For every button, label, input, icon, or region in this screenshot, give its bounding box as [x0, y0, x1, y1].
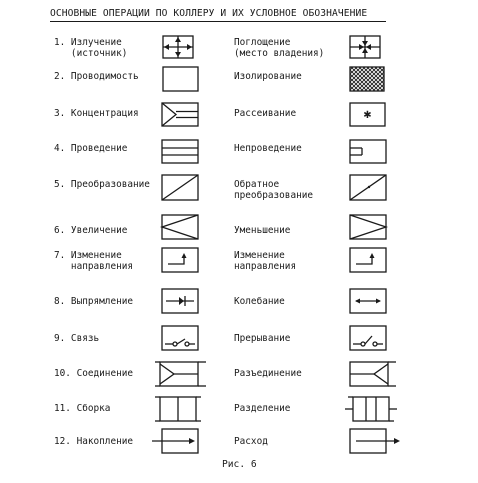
label-transformation: 5. Преобразование [54, 179, 150, 190]
label-accumulation: 12. Накопление [54, 436, 134, 447]
symbol-joining [155, 362, 206, 386]
symbol-increase [162, 215, 198, 239]
label-decrease: Уменьшение [234, 225, 291, 236]
symbol-connection [162, 326, 198, 350]
label-isolation: Изолирование [234, 71, 302, 82]
label-separation: Разделение [234, 403, 291, 414]
label-reverse-transformation-line2: преобразование [234, 190, 314, 201]
label-radiation-line2: (источник) [54, 48, 128, 59]
symbol-separation [345, 397, 397, 421]
figure-caption: Рис. 6 [222, 459, 257, 470]
label-change-direction-right-line2: направления [234, 261, 297, 272]
figure-title: ОСНОВНЫЕ ОПЕРАЦИИ ПО КОЛЛЕРУ И ИХ УСЛОВНОЕ ОБОЗНАЧЕНИЕ [50, 8, 368, 19]
symbol-absorption [350, 36, 380, 58]
label-rectification: 8. Выпрямление [54, 296, 134, 307]
symbol-scattering [350, 103, 385, 126]
label-absorption-line1: Поглощение [234, 37, 291, 48]
label-consumption: Расход [234, 436, 268, 447]
symbol-change-direction-right [350, 248, 386, 272]
label-nonconduction: Непроведение [234, 143, 302, 154]
label-joining: 10. Соединение [54, 368, 134, 379]
symbol-transformation [162, 175, 198, 200]
label-absorption-line2: (место владения) [234, 48, 325, 59]
symbol-oscillation [350, 289, 386, 313]
label-scattering: Рассеивание [234, 108, 297, 119]
label-concentration: 3. Концентрация [54, 108, 139, 119]
star-mark: ✱ [363, 110, 372, 121]
symbol-interruption [350, 326, 386, 350]
symbol-change-direction [162, 248, 198, 272]
symbol-isolation [350, 67, 384, 91]
label-change-direction-line1: 7. Изменение [54, 250, 122, 261]
label-assembly: 11. Сборка [54, 403, 111, 414]
symbol-assembly [155, 397, 201, 421]
label-change-direction-right-line1: Изменение [234, 250, 285, 261]
label-connection: 9. Связь [54, 333, 100, 344]
label-oscillation: Колебание [234, 296, 285, 307]
symbol-radiation [163, 36, 193, 58]
label-conductivity: 2. Проводимость [54, 71, 139, 82]
symbol-concentration [162, 103, 198, 126]
symbol-consumption [350, 429, 400, 453]
label-radiation-line1: 1. Излучение [54, 37, 122, 48]
symbol-disjoining [350, 362, 396, 386]
label-increase: 6. Увеличение [54, 225, 128, 236]
symbol-rectification [162, 289, 198, 313]
symbol-nonconduction [350, 140, 386, 163]
symbol-accumulation [152, 429, 198, 453]
label-reverse-transformation-line1: Обратное [234, 179, 280, 190]
label-change-direction-line2: направления [54, 261, 134, 272]
symbol-conduction [162, 140, 198, 163]
label-interruption: Прерывание [234, 333, 291, 344]
symbol-decrease [350, 215, 386, 239]
symbol-reverse-transformation [350, 175, 386, 200]
label-conduction: 4. Проведение [54, 143, 128, 154]
symbol-conductivity [163, 67, 198, 91]
label-disjoining: Разъединение [234, 368, 302, 379]
